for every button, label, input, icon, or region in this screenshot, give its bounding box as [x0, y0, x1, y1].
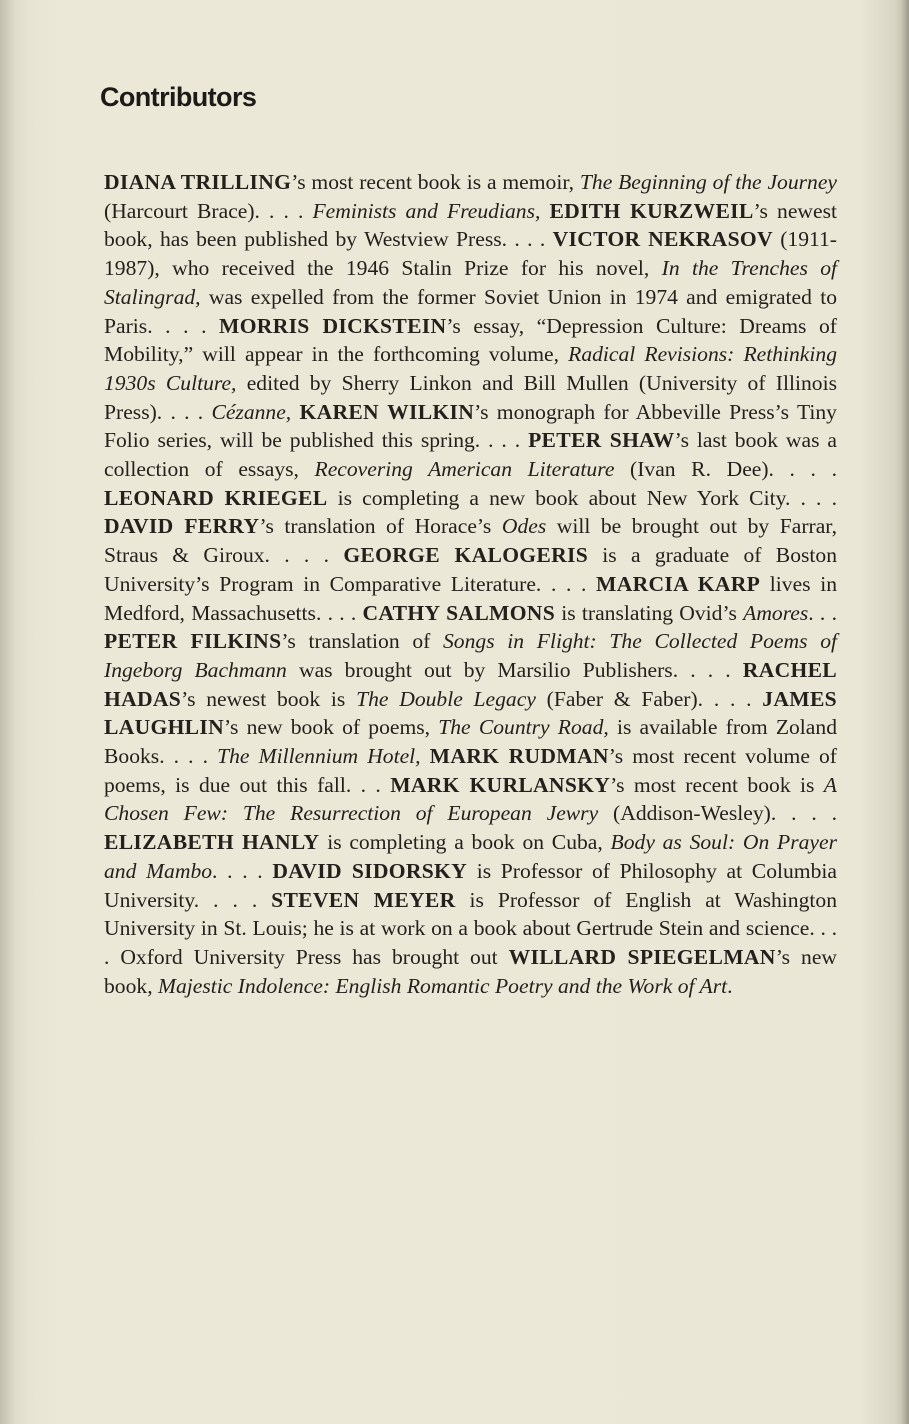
entry-peter-filkins: PETER FILKINS’s translation of Songs in Flight: The Collected Poems of Ingeborg Bachmann was brought out by Marsilio Publishers. . . .: [104, 629, 837, 682]
entry-rachel-hadas: RACHEL HADAS’s newest book is The Double Legacy (Faber & Faber). . . .: [104, 657, 837, 711]
contributor-name: MARCIA KARP: [596, 571, 761, 596]
contributor-name: MARK KURLANSKY: [390, 772, 611, 797]
book-title: Majestic Indolence: English Romantic Poetry and the Work of Art: [157, 973, 728, 998]
book-title: The Beginning of the Journey: [579, 170, 837, 194]
entry-steven-meyer: STEVEN MEYER is Professor of English at Washington University in St. Louis; he is at work on a book about Gertrude Stein and science. . . .: [104, 887, 837, 969]
contributor-name: DAVID FERRY: [104, 514, 260, 539]
book-title: The Millennium Hotel,: [217, 744, 421, 769]
entry-leonard-kriegel: LEONARD KRIEGEL is completing a new book about New York City. . . .: [104, 485, 837, 510]
contributor-name: DIANA TRILLING: [104, 170, 292, 194]
entry-mark-rudman: The Millennium Hotel, MARK RUDMAN’s most recent volume of poems, is due out this fall. . .: [104, 744, 837, 797]
contributors-paragraph: [104, 168, 837, 1000]
entry-elizabeth-hanly: ELIZABETH HANLY is completing a book on Cuba, Body as Soul: On Prayer and Mambo. . . .: [104, 830, 837, 883]
contributor-name: GEORGE KALOGERIS: [343, 543, 589, 568]
book-title: Amores: [743, 600, 809, 625]
entry-mark-kurlansky: MARK KURLANSKY’s most recent book is A Chosen Few: The Resurrection of European Jewry (Addison-Wesley). . . .: [104, 772, 838, 826]
contributor-name: CATHY SALMONS: [362, 600, 556, 625]
entry-victor-nekrasov: VICTOR NEKRASOV (1911-1987), who received the 1946 Stalin Prize for his novel, In the Trenches of Stalingrad, was expelled from the former Soviet Union in 1974 and emigrated to Paris. . . .: [104, 227, 837, 338]
contributor-name: PETER FILKINS: [104, 629, 282, 654]
entry-diana-trilling: DIANA TRILLING’s most recent book is a memoir, The Beginning of the Journey (Harcourt Brace). . . .: [104, 170, 837, 223]
contributor-name: MORRIS DICKSTEIN: [219, 313, 447, 338]
contributor-name: WILLARD SPIEGELMAN: [508, 944, 776, 969]
book-title: Cézanne,: [211, 399, 292, 424]
book-title: The Country Road,: [438, 715, 609, 740]
entry-george-kalogeris: GEORGE KALOGERIS is a graduate of Boston University’s Program in Comparative Literature. . . .: [104, 543, 837, 596]
book-title: In the Trenches of Stalingrad,: [104, 256, 837, 309]
book-title: Body as Soul: On Prayer and Mambo: [104, 830, 837, 883]
book-title: The Double Legacy: [356, 686, 536, 711]
book-title: Recovering American Literature: [314, 457, 615, 482]
gutter-shadow: [0, 0, 16, 1424]
contributor-name: ELIZABETH HANLY: [104, 830, 320, 855]
contributor-name: DAVID SIDORSKY: [272, 858, 468, 883]
contributor-name: KAREN WILKIN: [299, 399, 475, 424]
entry-james-laughlin: JAMES LAUGHLIN’s new book of poems, The Country Road, is available from Zoland Books. . . .: [104, 686, 837, 769]
book-title: Songs in Flight: The Collected Poems of Ingeborg Bachmann: [104, 629, 837, 682]
book-title: Odes: [501, 514, 547, 539]
entry-peter-shaw: PETER SHAW’s last book was a collection of essays, Recovering American Literature (Ivan R. Dee). . . .: [104, 428, 837, 482]
contributor-name: MARK RUDMAN: [429, 744, 609, 769]
contributor-name: PETER SHAW: [528, 428, 675, 453]
entry-david-sidorsky: DAVID SIDORSKY is Professor of Philosophy at Columbia University. . . .: [104, 858, 837, 912]
contributor-name: JAMES LAUGHLIN: [104, 686, 837, 740]
contributor-name: STEVEN MEYER: [271, 887, 456, 912]
contributor-name: LEONARD KRIEGEL: [104, 485, 328, 510]
entry-edith-kurzweil: Feminists and Freudians, EDITH KURZWEIL’s newest book, has been published by Westview Press. . . .: [104, 198, 838, 252]
page-edge: [901, 0, 909, 1424]
page-title: Contributors: [100, 82, 257, 112]
entry-david-ferry: DAVID FERRY’s translation of Horace’s Odes will be brought out by Farrar, Straus & Giroux. . . .: [104, 514, 838, 568]
contributor-name: RACHEL HADAS: [104, 657, 837, 711]
contributor-name: EDITH KURZWEIL: [549, 198, 754, 223]
contributor-name: VICTOR NEKRASOV: [552, 227, 773, 252]
entry-morris-dickstein: MORRIS DICKSTEIN’s essay, “Depression Culture: Dreams of Mobility,” will appear in the forthcoming volume, Radical Revisions: Rethinking 1930s Culture, edited by Sherry Linkon and Bill Mullen (University of Illinois Press). . . .: [104, 313, 837, 424]
book-title: Feminists and Freudians,: [312, 198, 541, 223]
book-title: Radical Revisions: Rethinking 1930s Culture,: [104, 342, 837, 395]
entry-willard-spiegelman: Oxford University Press has brought out WILLARD SPIEGELMAN’s new book, Majestic Indolence: English Romantic Poetry and the Work of Art.: [104, 944, 837, 998]
entry-marcia-karp: MARCIA KARP lives in Medford, Massachusetts. . . .: [104, 571, 837, 625]
entry-cathy-salmons: CATHY SALMONS is translating Ovid’s Amores. . .: [362, 600, 837, 625]
entry-karen-wilkin: Cézanne, KAREN WILKIN’s monograph for Abbeville Press’s Tiny Folio series, will be published this spring. . . .: [104, 399, 837, 453]
book-title: A Chosen Few: The Resurrection of European Jewry: [104, 772, 837, 826]
